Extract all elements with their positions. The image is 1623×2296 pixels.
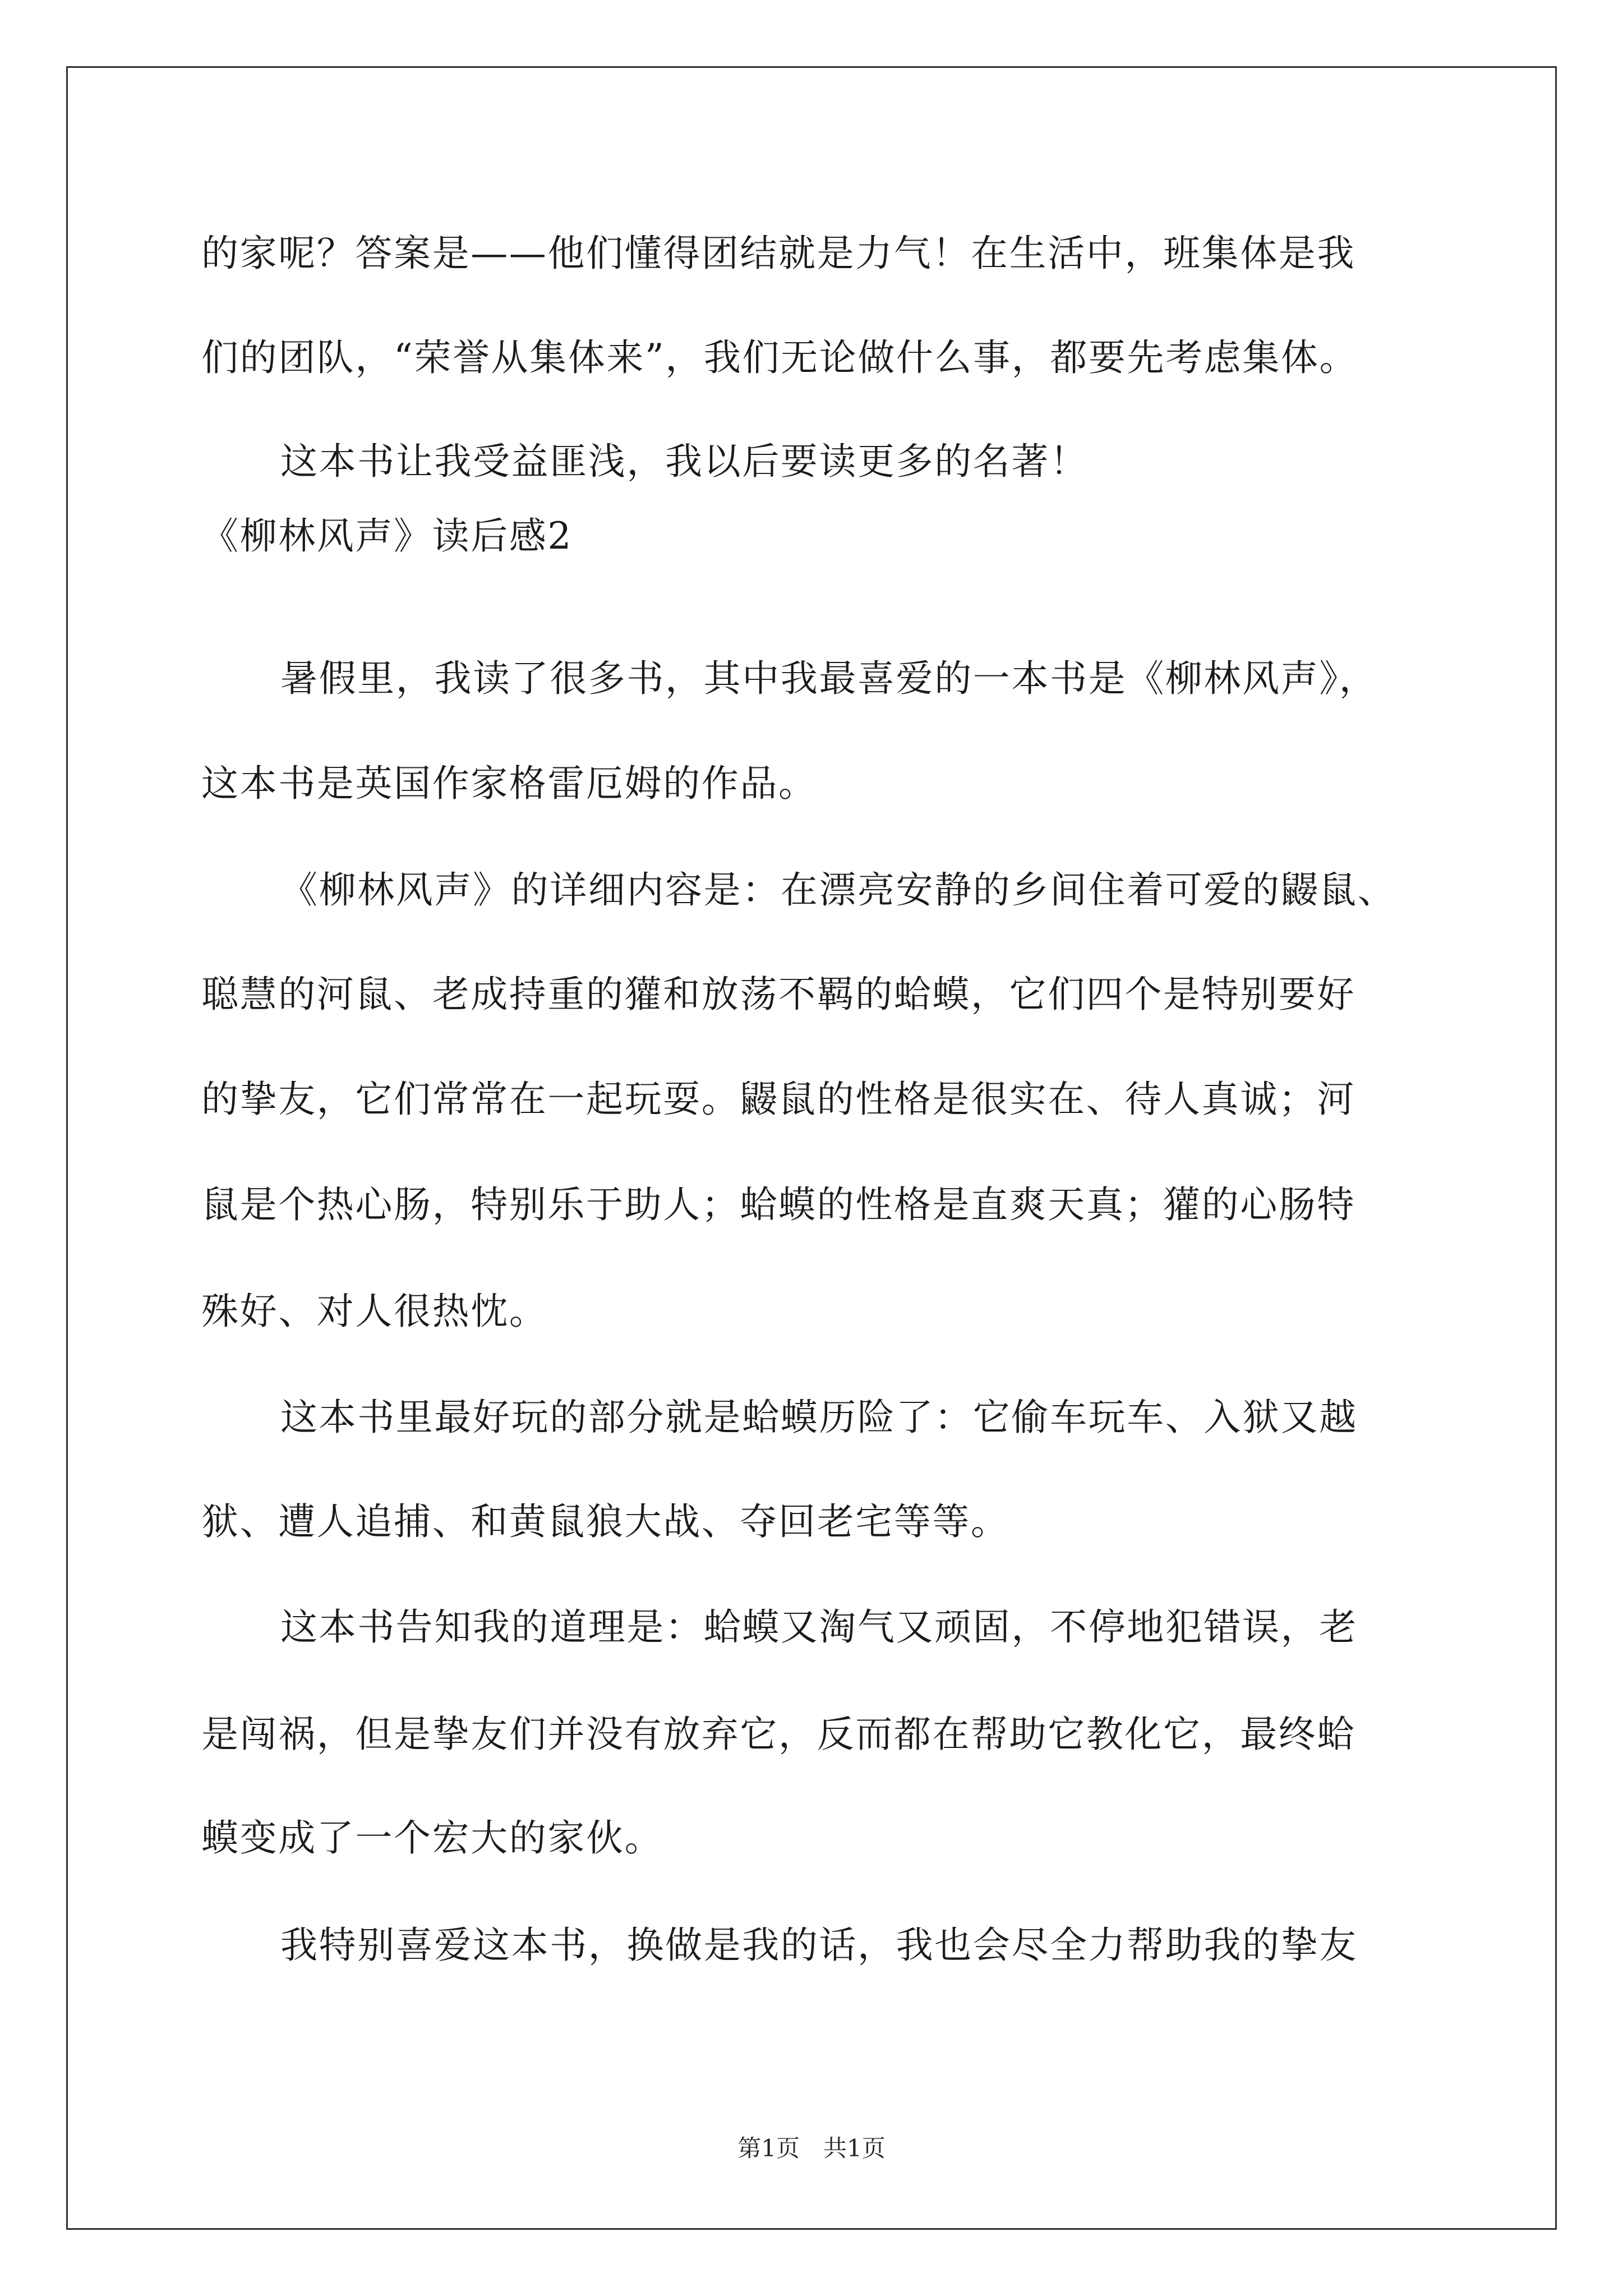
text-line: 蟆变成了一个宏大的家伙。: [201, 1816, 663, 1860]
paragraph-line: 这本书里最好玩的部分就是蛤蟆历险了：它偷车玩车、入狱又越: [280, 1396, 1358, 1439]
text-line: 殊好、对人很热忱。: [201, 1290, 548, 1333]
text-line: 的挚友，它们常常在一起玩耍。鼹鼠的性格是很实在、待人真诚；河: [201, 1078, 1355, 1121]
text-line: 这本书是英国作家格雷厄姆的作品。: [201, 762, 817, 805]
section-heading: 《柳林风声》读后感2: [201, 514, 573, 558]
text-line: 鼠是个热心肠，特别乐于助人；蛤蟆的性格是直爽天真；獾的心肠特: [201, 1183, 1355, 1226]
text-line: 聪慧的河鼠、老成持重的獾和放荡不羁的蛤蟆，它们四个是特别要好: [201, 973, 1355, 1016]
text-line: 是闯祸，但是挚友们并没有放弃它，反而都在帮助它教化它，最终蛤: [201, 1713, 1355, 1756]
page-border: [66, 66, 1557, 2230]
paragraph-line: 我特别喜爱这本书，换做是我的话，我也会尽全力帮助我的挚友: [280, 1924, 1358, 1967]
paragraph-line: 这本书告知我的道理是：蛤蟆又淘气又顽固，不停地犯错误，老: [280, 1605, 1358, 1649]
text-line: 狱、遭人追捕、和黄鼠狼大战、夺回老宅等等。: [201, 1500, 1009, 1543]
paragraph-line: 暑假里，我读了很多书，其中我最喜爱的一本书是《柳林风声》，: [280, 657, 1378, 700]
page-footer: 第1页 共1页: [737, 2134, 886, 2162]
text-line: 的家呢？答案是——他们懂得团结就是力气！在生活中，班集体是我: [201, 232, 1355, 275]
paragraph-line: 这本书让我受益匪浅，我以后要读更多的名著！: [280, 440, 1089, 483]
paragraph-line: 《柳林风声》的详细内容是：在漂亮安静的乡间住着可爱的鼹鼠、: [280, 868, 1396, 912]
text-line: 们的团队，“荣誉从集体来”，我们无论做什么事，都要先考虑集体。: [201, 336, 1358, 379]
